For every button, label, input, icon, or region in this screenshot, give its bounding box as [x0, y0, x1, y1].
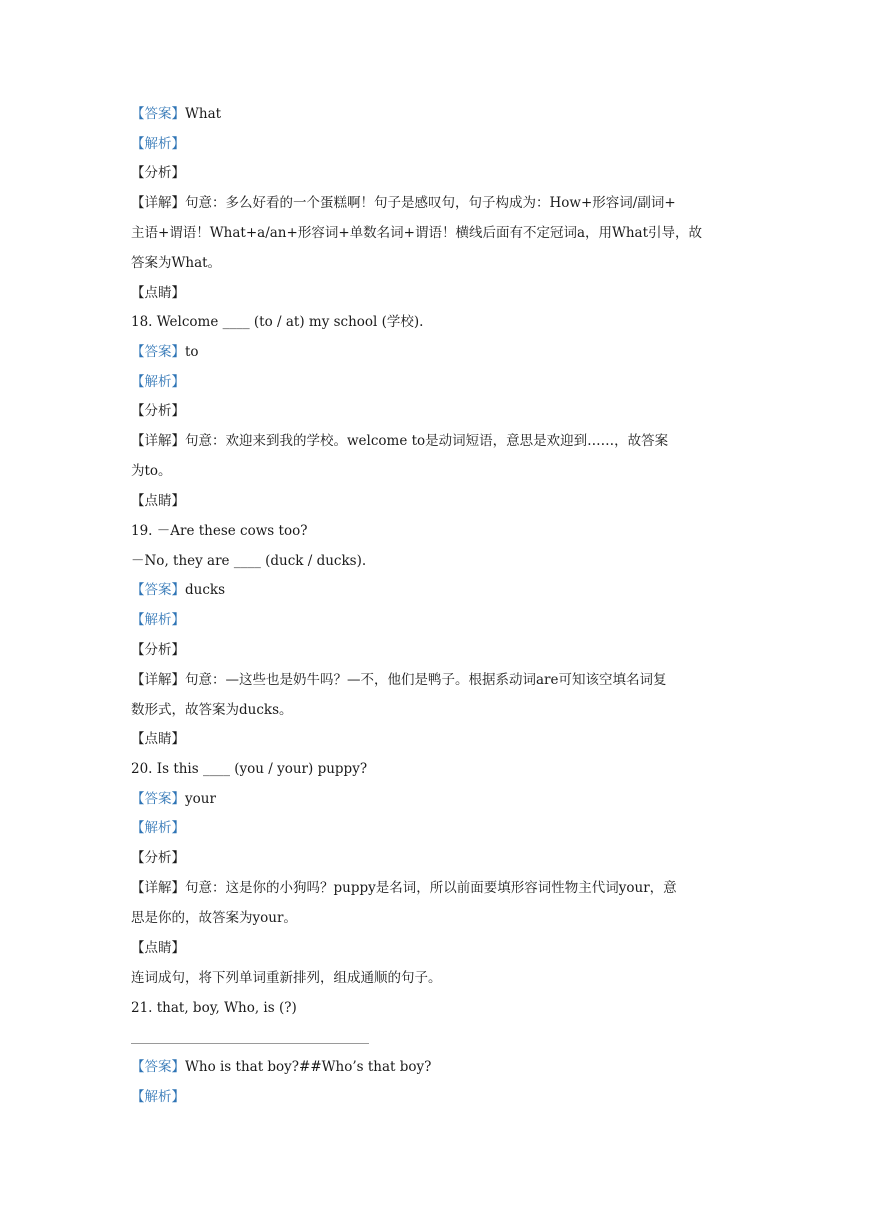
answer-text: Who is that boy?##Who’s that boy? [185, 1059, 432, 1075]
explanation-text: 句意：—这些也是奶牛吗？—不，他们是鸭子。根据系动词are可知该空填名词复 [185, 672, 667, 688]
analysis-tag: 【解析】 [131, 612, 185, 628]
question-19 [131, 521, 741, 541]
explanation-text: 数形式，故答案为ducks。 [131, 702, 293, 718]
answer-line [131, 342, 741, 362]
fenxi-line [131, 163, 741, 183]
answer-tag: 【答案】 [131, 791, 185, 807]
answer-text: What [185, 106, 222, 122]
explanation-text: 句意：多么好看的一个蛋糕啊！句子是感叹句，句子构成为：How+形容词/副词+ [185, 195, 676, 211]
explanation-tag: 【详解】 [131, 672, 185, 688]
explanation-text: 句意：欢迎来到我的学校。welcome to是动词短语，意思是欢迎到……，故答案 [185, 433, 669, 449]
question-text: 20. Is this ____ (you / your) puppy? [131, 761, 368, 777]
explanation-line [131, 193, 741, 213]
answer-tag: 【答案】 [131, 344, 185, 360]
fenxi-tag: 【分析】 [131, 850, 185, 866]
analysis-tag: 【解析】 [131, 136, 185, 152]
question-text: 19. －Are these cows too? [131, 523, 308, 539]
answer-line [131, 580, 741, 600]
analysis-tag: 【解析】 [131, 820, 185, 836]
explanation-text: 答案为What。 [131, 255, 222, 271]
analysis-line [131, 372, 741, 392]
question-19-reply [131, 551, 741, 571]
fenxi-tag: 【分析】 [131, 165, 185, 181]
analysis-line [131, 134, 741, 154]
answer-text: your [185, 791, 216, 807]
dianjing-line [131, 283, 741, 303]
question-21 [131, 998, 741, 1018]
dianjing-tag: 【点睛】 [131, 731, 185, 747]
answer-tag: 【答案】 [131, 106, 185, 122]
dianjing-line [131, 491, 741, 511]
question-text: 21. that, boy, Who, is (?) [131, 1000, 297, 1016]
answer-tag: 【答案】 [131, 1059, 185, 1075]
dianjing-line [131, 938, 741, 958]
answer-text: ducks [185, 582, 226, 598]
analysis-line [131, 610, 741, 630]
analysis-tag: 【解析】 [131, 374, 185, 390]
explanation-line [131, 670, 741, 690]
explanation-tag: 【详解】 [131, 433, 185, 449]
dianjing-line [131, 729, 741, 749]
fenxi-line [131, 848, 741, 868]
answer-line [131, 1057, 741, 1077]
question-text: －No, they are ____ (duck / ducks). [131, 553, 367, 569]
answer-text: to [185, 344, 199, 360]
explanation-continued [131, 253, 741, 273]
explanation-text: 句意：这是你的小狗吗？puppy是名词，所以前面要填形容词性物主代词your，意 [185, 880, 677, 896]
explanation-text: 思是你的，故答案为your。 [131, 910, 297, 926]
question-18 [131, 312, 741, 332]
explanation-tag: 【详解】 [131, 880, 185, 896]
fenxi-tag: 【分析】 [131, 403, 185, 419]
explanation-text: 为to。 [131, 463, 172, 479]
analysis-line [131, 818, 741, 838]
dianjing-tag: 【点睛】 [131, 493, 185, 509]
explanation-tag: 【详解】 [131, 195, 185, 211]
dianjing-tag: 【点睛】 [131, 285, 185, 301]
analysis-tag: 【解析】 [131, 1089, 185, 1105]
explanation-line [131, 431, 741, 451]
section-instruction [131, 968, 741, 988]
question-20 [131, 759, 741, 779]
answer-blank-line [131, 1043, 369, 1044]
explanation-continued [131, 908, 741, 928]
answer-line [131, 104, 741, 124]
explanation-text: 主语+谓语！What+a/an+形容词+单数名词+谓语！横线后面有不定冠词a，用What引导，故 [131, 225, 703, 241]
explanation-continued [131, 223, 741, 243]
instruction-text: 连词成句，将下列单词重新排列，组成通顺的句子。 [131, 970, 442, 986]
question-text: 18. Welcome ____ (to / at) my school (学校). [131, 314, 424, 330]
fenxi-line [131, 401, 741, 421]
analysis-line [131, 1087, 741, 1107]
explanation-continued [131, 700, 741, 720]
dianjing-tag: 【点睛】 [131, 940, 185, 956]
explanation-continued [131, 461, 741, 481]
answer-line [131, 789, 741, 809]
fenxi-tag: 【分析】 [131, 642, 185, 658]
answer-tag: 【答案】 [131, 582, 185, 598]
explanation-line [131, 878, 741, 898]
fenxi-line [131, 640, 741, 660]
